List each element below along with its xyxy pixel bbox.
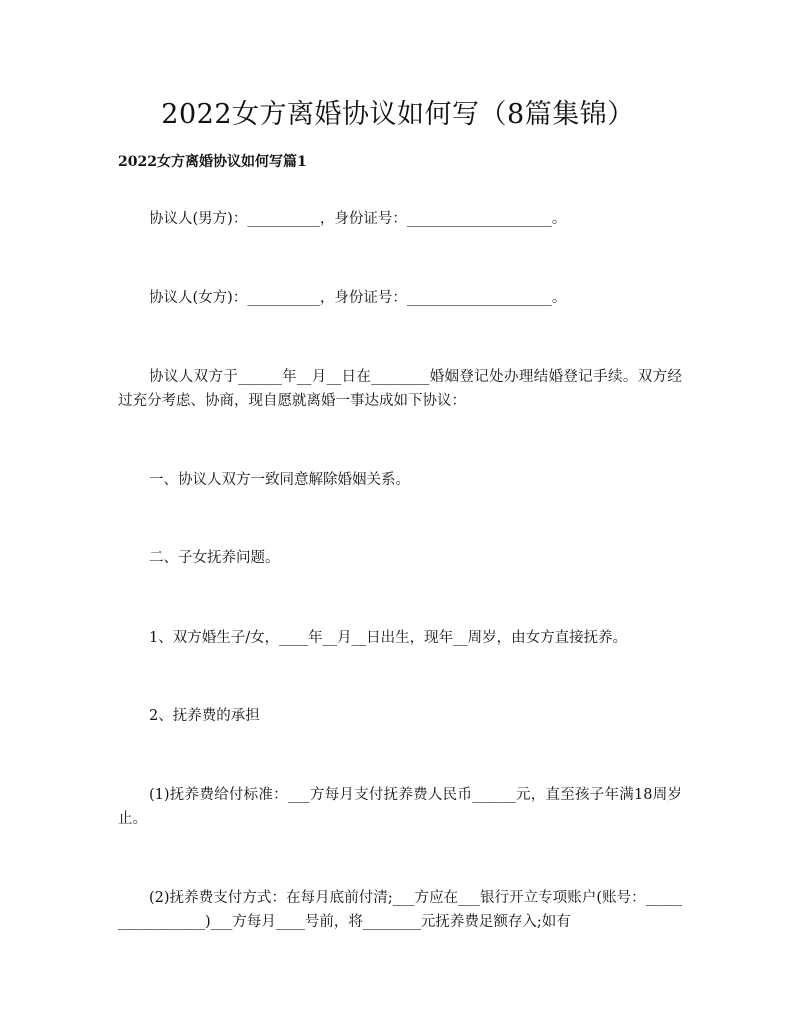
document-title: 2022女方离婚协议如何写（8篇集锦） bbox=[161, 99, 635, 130]
paragraph-marriage-registration: 协议人双方于______年__月__日在________婚姻登记处办理结婚登记手续。双方经过充分考虑、协商，现自愿就离婚一事达成如下协议： bbox=[118, 369, 682, 409]
paragraph-clause-2: 二、子女抚养问题。 bbox=[149, 550, 280, 566]
paragraph-male-party: 协议人(男方)：__________，身份证号：____________________。 bbox=[149, 211, 567, 227]
paragraph-clause-1: 一、协议人双方一致同意解除婚姻关系。 bbox=[149, 472, 410, 488]
paragraph-support-payment: (2)抚养费支付方式：在每月底前付清;___方应在___银行开立专项账户(账号：_________________)___方每月____号前，将________元抚养费足额存入;如有 bbox=[118, 890, 682, 930]
paragraph-support-standard: (1)抚养费给付标准：___方每月支付抚养费人民币______元，直至孩子年满18周岁止。 bbox=[118, 787, 682, 827]
paragraph-support-heading: 2、抚养费的承担 bbox=[149, 708, 260, 724]
section-heading: 2022女方离婚协议如何写篇1 bbox=[118, 154, 307, 170]
paragraph-child-custody: 1、双方婚生子/女，____年__月__日出生，现年__周岁，由女方直接抚养。 bbox=[149, 630, 628, 646]
paragraph-female-party: 协议人(女方)：__________，身份证号：____________________。 bbox=[149, 290, 567, 306]
